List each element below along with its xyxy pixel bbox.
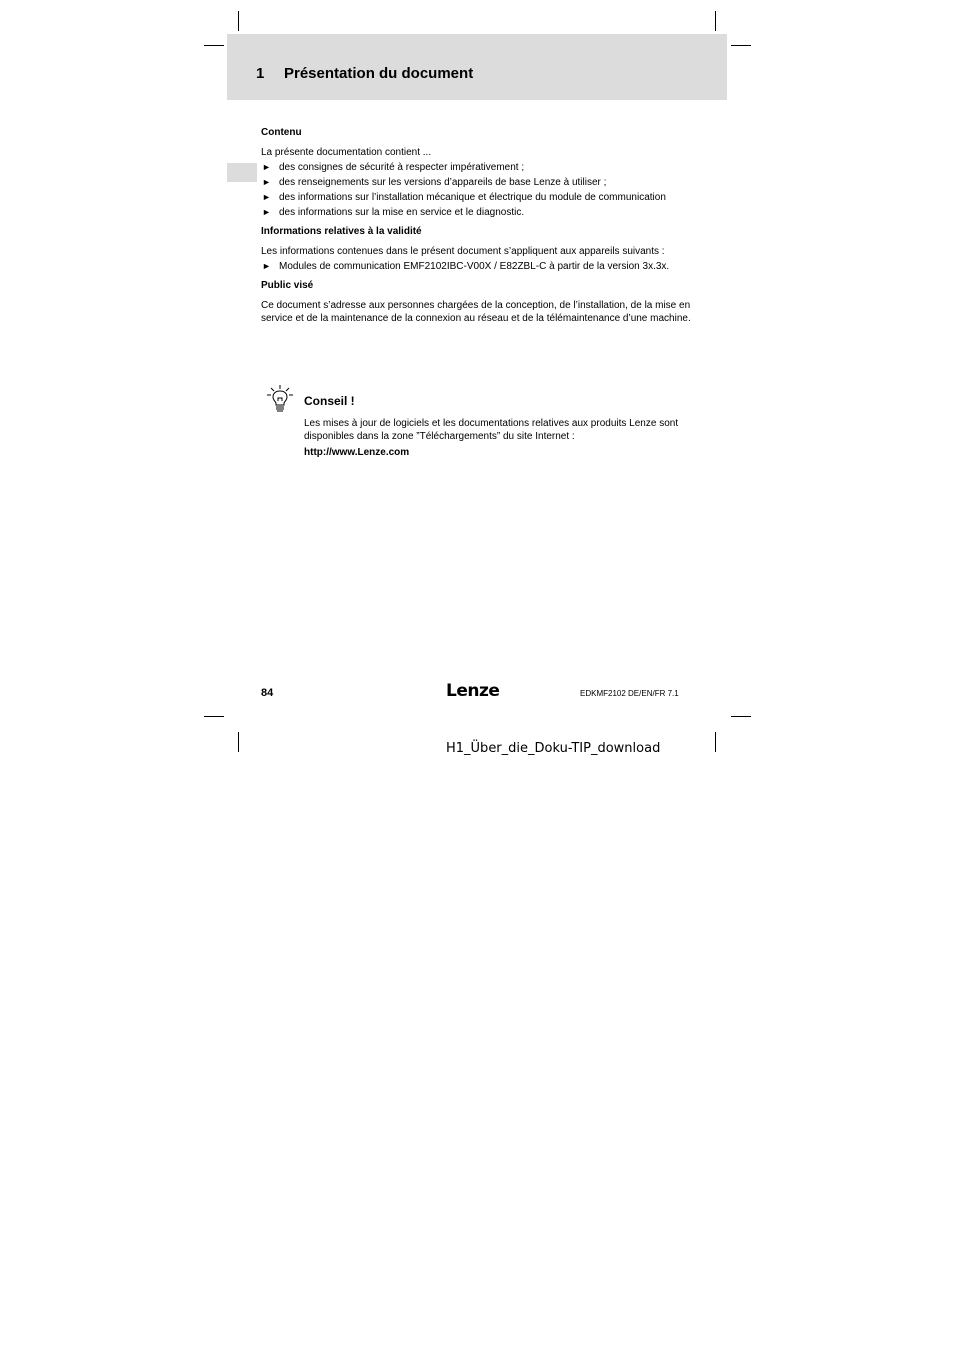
crop-mark	[204, 716, 224, 717]
bullet-arrow-icon: ►	[262, 162, 271, 172]
crop-mark	[731, 716, 751, 717]
main-content	[261, 126, 701, 325]
crop-mark	[238, 11, 239, 31]
list-item: ► des informations sur la mise en service et le diagnostic.	[262, 207, 525, 218]
source-filename: H1_Über_die_Doku-TIP_download	[446, 741, 661, 756]
bullet-arrow-icon: ►	[262, 192, 271, 202]
validite-list	[261, 260, 701, 273]
page-number: 84	[261, 687, 274, 699]
lightbulb-tip-icon	[265, 384, 295, 414]
lenze-logo: Lenze	[446, 681, 500, 701]
list-item: ► des informations sur l’installation mécanique et électrique du module de communication	[262, 192, 666, 203]
crop-mark	[731, 45, 751, 46]
section-title-contenu: Contenu	[261, 127, 302, 138]
contenu-intro: La présente documentation contient ...	[261, 147, 432, 158]
chapter-side-tab	[227, 163, 257, 182]
crop-mark	[715, 732, 716, 752]
list-item: ► des renseignements sur les versions d’appareils de base Lenze à utiliser ;	[262, 177, 607, 188]
crop-mark	[238, 732, 239, 752]
website-link[interactable]: http://www.Lenze.com	[304, 447, 410, 458]
tip-title: Conseil !	[304, 394, 355, 408]
crop-mark	[715, 11, 716, 31]
contenu-list	[261, 161, 701, 219]
list-item: ► Modules de communication EMF2102IBC-V00X / E82ZBL-C à partir de la version 3x.3x.	[262, 261, 670, 272]
bullet-arrow-icon: ►	[262, 177, 271, 187]
crop-mark	[204, 45, 224, 46]
list-item: ► des consignes de sécurité à respecter impérativement ;	[262, 162, 525, 173]
document-code: EDKMF2102 DE/EN/FR 7.1	[580, 689, 679, 698]
section-title-public: Public visé	[261, 280, 314, 291]
section-title-validite: Informations relatives à la validité	[261, 226, 422, 237]
public-text: Ce document s’adresse aux personnes chargées de la conception, de l’installation, de la mise en service et de la maintenance de la connexion au réseau et de la télémaintenance d’une machine.	[261, 300, 691, 324]
bullet-arrow-icon: ►	[262, 207, 271, 217]
chapter-number: 1	[256, 65, 265, 82]
chapter-title: Présentation du document	[284, 65, 474, 82]
validite-intro: Les informations contenues dans le présent document s’appliquent aux appareils suivants :	[261, 246, 665, 257]
bullet-arrow-icon: ►	[262, 261, 271, 271]
tip-text: Les mises à jour de logiciels et les documentations relatives aux produits Lenze sont disponibles dans la zone ”Téléchargements” du site Internet :	[304, 418, 679, 442]
